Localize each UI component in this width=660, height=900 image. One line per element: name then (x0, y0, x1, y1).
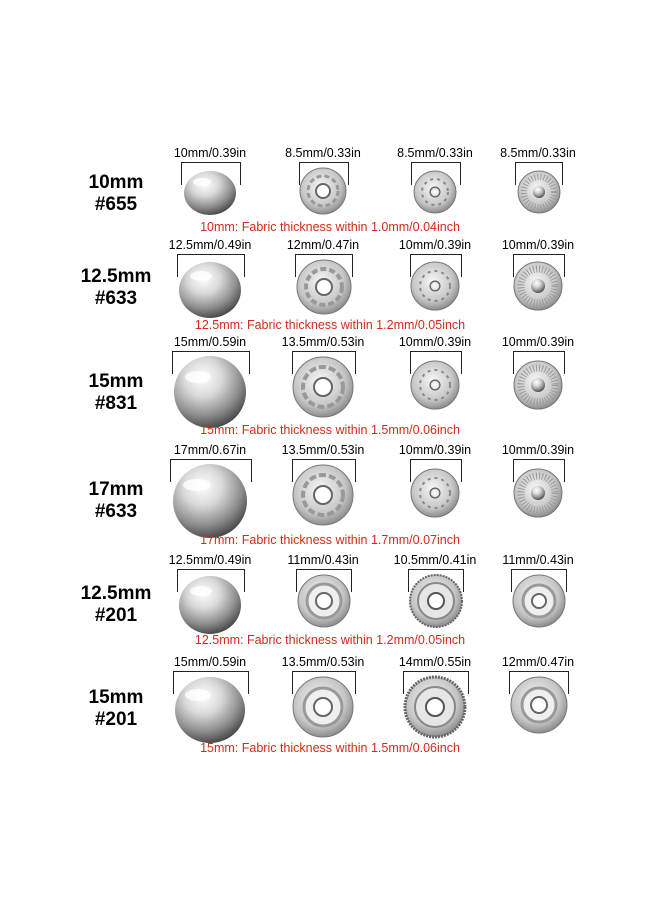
cap-image (177, 571, 243, 635)
dimension-label: 8.5mm/0.33in (397, 146, 473, 160)
dimension-label: 14mm/0.55in (398, 655, 472, 669)
post-image (515, 168, 563, 216)
dimension-label: 10mm/0.39in (501, 443, 575, 457)
socket-image (298, 166, 348, 216)
socket-image (291, 355, 355, 419)
dimension-label: 13.5mm/0.53in (281, 443, 365, 457)
size-label (62, 266, 170, 310)
dimension-label: 10mm/0.39in (501, 335, 575, 349)
stud-image (409, 467, 461, 519)
socket-image (291, 675, 355, 739)
cap-image (170, 461, 250, 539)
dimension-label: 12mm/0.47in (501, 655, 575, 669)
row-17mm-633 (0, 443, 660, 547)
stud-image (408, 573, 464, 629)
post-image (512, 359, 564, 411)
fabric-thickness-note: 15mm: Fabric thickness within 1.5mm/0.06inch (200, 741, 460, 755)
size-value: 12.5mm (80, 266, 152, 287)
row-15mm-201 (0, 655, 660, 755)
fabric-thickness-note: 10mm: Fabric thickness within 1.0mm/0.04inch (200, 220, 460, 234)
stud-image (409, 260, 461, 312)
dimension-label: 17mm/0.67in (173, 443, 247, 457)
cap-image (172, 353, 248, 429)
fabric-thickness-note: 17mm: Fabric thickness within 1.7mm/0.07inch (200, 533, 460, 547)
socket-image (296, 573, 352, 629)
row-12-5mm-633 (0, 238, 660, 338)
size-label (62, 687, 170, 731)
dimension-label: 10mm/0.39in (173, 146, 247, 160)
size-label (62, 172, 170, 216)
dimension-label: 13.5mm/0.53in (281, 655, 365, 669)
socket-image (295, 258, 353, 316)
dimension-label: 11mm/0.43in (502, 553, 574, 567)
dimension-label: 10.5mm/0.41in (393, 553, 477, 567)
socket-image (291, 463, 355, 527)
size-value: 15mm (88, 371, 144, 392)
row-10mm-655 (0, 146, 660, 246)
cap-image (177, 256, 243, 320)
post-image (511, 573, 567, 629)
model-code: #201 (94, 709, 138, 730)
model-code: #655 (94, 194, 138, 215)
dimension-label: 10mm/0.39in (501, 238, 575, 252)
stud-image (409, 359, 461, 411)
stud-image (403, 675, 467, 739)
dimension-label: 8.5mm/0.33in (500, 146, 576, 160)
size-label (62, 479, 170, 523)
dimension-label: 11mm/0.43in (287, 553, 359, 567)
post-image (512, 260, 564, 312)
row-12-5mm-201 (0, 553, 660, 653)
dimension-label: 12.5mm/0.49in (168, 238, 252, 252)
dimension-label: 13.5mm/0.53in (281, 335, 365, 349)
model-code: #633 (94, 288, 138, 309)
size-label (62, 583, 170, 627)
dimension-label: 10mm/0.39in (398, 335, 472, 349)
model-code: #831 (94, 393, 138, 414)
size-value: 10mm (88, 172, 144, 193)
model-code: #633 (94, 501, 138, 522)
size-value: 15mm (88, 687, 144, 708)
cap-image (173, 673, 247, 745)
dimension-label: 12.5mm/0.49in (168, 553, 252, 567)
fabric-thickness-note: 12.5mm: Fabric thickness within 1.2mm/0.05inch (194, 318, 466, 332)
dimension-label: 10mm/0.39in (398, 443, 472, 457)
dimension-label: 8.5mm/0.33in (285, 146, 361, 160)
size-value: 12.5mm (80, 583, 152, 604)
dimension-label: 12mm/0.47in (286, 238, 360, 252)
dimension-label: 15mm/0.59in (173, 335, 247, 349)
dimension-label: 10mm/0.39in (398, 238, 472, 252)
size-label (62, 371, 170, 415)
size-value: 17mm (88, 479, 144, 500)
fabric-thickness-note: 15mm: Fabric thickness within 1.5mm/0.06inch (200, 423, 460, 437)
dimension-label: 15mm/0.59in (173, 655, 247, 669)
stud-image (411, 168, 459, 216)
fabric-thickness-note: 12.5mm: Fabric thickness within 1.2mm/0.05inch (194, 633, 466, 647)
post-image (512, 467, 564, 519)
row-15mm-831 (0, 335, 660, 435)
model-code: #201 (94, 605, 138, 626)
cap-image (182, 166, 238, 216)
post-image (509, 675, 569, 735)
